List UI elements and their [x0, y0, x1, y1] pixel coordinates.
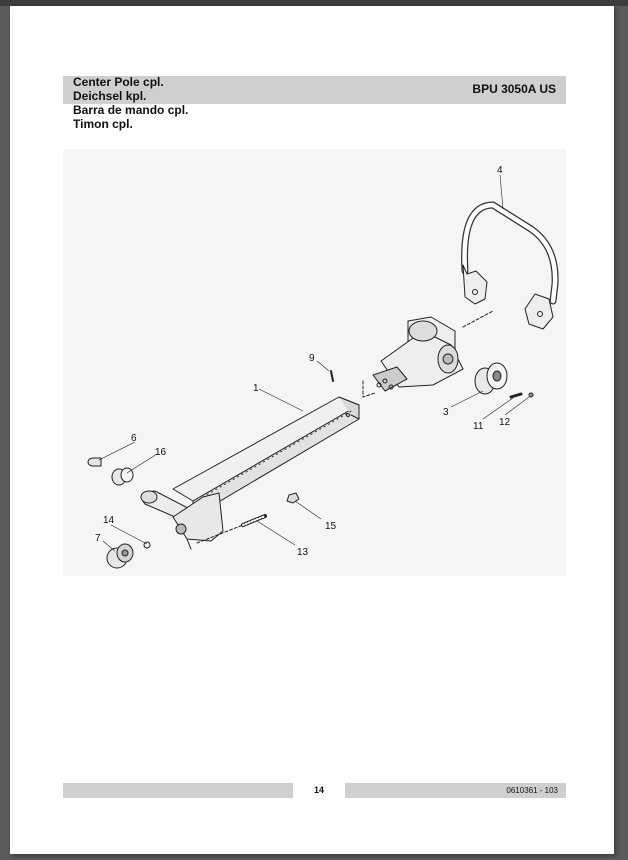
callout-6: 6	[131, 433, 137, 444]
parts-drawing	[63, 149, 566, 576]
callout-12: 12	[499, 417, 511, 428]
callout-15: 15	[325, 521, 337, 532]
model-number: BPU 3050A US	[472, 82, 556, 96]
callout-14: 14	[103, 515, 115, 526]
title-fr: Timon cpl.	[73, 117, 133, 131]
document-page	[10, 6, 614, 854]
page-number: 14	[313, 785, 324, 795]
handle-part	[463, 205, 555, 329]
callout-4: 4	[497, 165, 503, 176]
document-number: 0610361 - 103	[506, 786, 558, 795]
exploded-view-svg	[63, 149, 566, 576]
fork-part	[141, 491, 223, 549]
footer-band-right	[345, 783, 566, 798]
callout-1: 1	[253, 383, 259, 394]
callout-16: 16	[155, 447, 167, 458]
title-es: Barra de mando cpl.	[73, 103, 189, 117]
callout-9: 9	[309, 353, 315, 364]
callout-3: 3	[443, 407, 449, 418]
roller-part	[475, 363, 507, 394]
footer-band-left	[63, 783, 293, 798]
callout-13: 13	[297, 547, 309, 558]
callout-11: 11	[473, 421, 484, 432]
callout-7: 7	[95, 533, 101, 544]
title-en: Center Pole cpl.	[73, 75, 164, 89]
title-de: Deichsel kpl.	[73, 89, 147, 103]
head-block-part	[373, 317, 463, 391]
